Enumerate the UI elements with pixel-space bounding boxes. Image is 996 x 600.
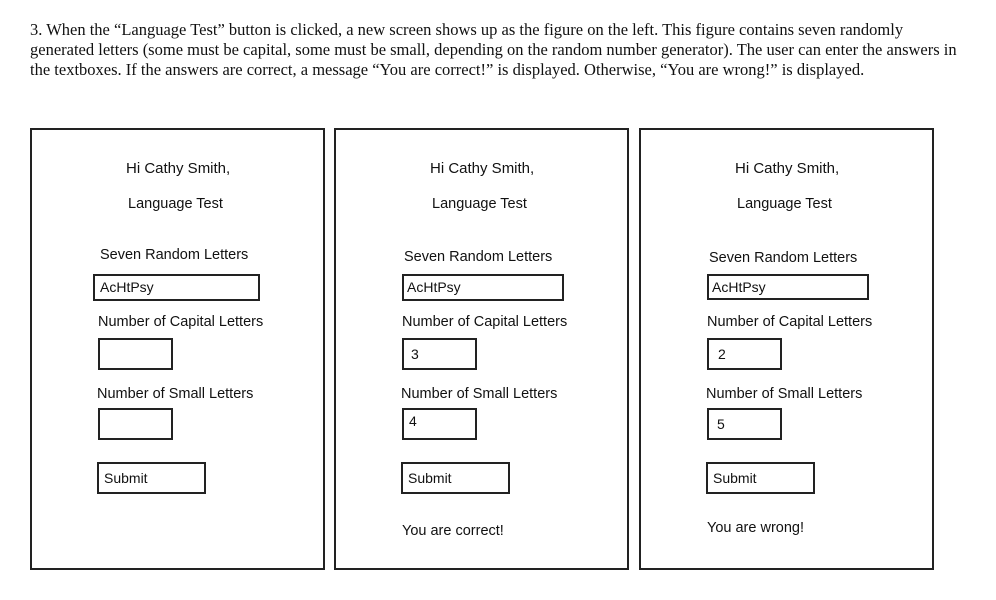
capital-letters-label: Number of Capital Letters [707, 314, 873, 330]
small-letters-label: Number of Small Letters [97, 386, 254, 402]
small-letters-input[interactable]: 4 [402, 408, 477, 440]
small-letters-input[interactable] [98, 408, 173, 440]
greeting-text: Hi Cathy Smith, [430, 160, 535, 177]
capital-letters-input[interactable]: 2 [707, 338, 782, 370]
result-message: You are wrong! [707, 520, 805, 536]
page-title: Language Test [737, 196, 832, 212]
result-message: You are correct! [402, 523, 504, 539]
letters-field[interactable]: AcHtPsy [402, 274, 564, 301]
letters-field[interactable]: AcHtPsy [93, 274, 260, 301]
panel-correct [334, 128, 629, 570]
small-letters-label: Number of Small Letters [401, 386, 558, 402]
submit-button[interactable]: Submit [706, 462, 815, 494]
letters-field[interactable]: AcHtPsy [707, 274, 869, 300]
letters-label: Seven Random Letters [404, 249, 553, 265]
capital-letters-input[interactable] [98, 338, 173, 370]
greeting-text: Hi Cathy Smith, [126, 160, 231, 177]
submit-button[interactable]: Submit [97, 462, 206, 494]
capital-letters-label: Number of Capital Letters [98, 314, 264, 330]
letters-label: Seven Random Letters [709, 250, 858, 266]
page-title: Language Test [432, 196, 527, 212]
panel-wrong [639, 128, 934, 570]
panel-initial [30, 128, 325, 570]
question-text: 3. When the “Language Test” button is clicked, a new screen shows up as the figure on the left. This figure contains seven randomly generated letters (some must be capital, some must be small, depending on the random number generator). The user can enter the answers in the textboxes. If the answers are correct, a message “You are correct!” is displayed. Otherwise, “You are wrong!” is displayed. [30, 20, 957, 79]
small-letters-label: Number of Small Letters [706, 386, 863, 402]
capital-letters-input[interactable]: 3 [402, 338, 477, 370]
greeting-text: Hi Cathy Smith, [735, 160, 840, 177]
small-letters-input[interactable]: 5 [707, 408, 782, 440]
page-title: Language Test [128, 196, 223, 212]
letters-label: Seven Random Letters [100, 247, 249, 263]
submit-button[interactable]: Submit [401, 462, 510, 494]
capital-letters-label: Number of Capital Letters [402, 314, 568, 330]
